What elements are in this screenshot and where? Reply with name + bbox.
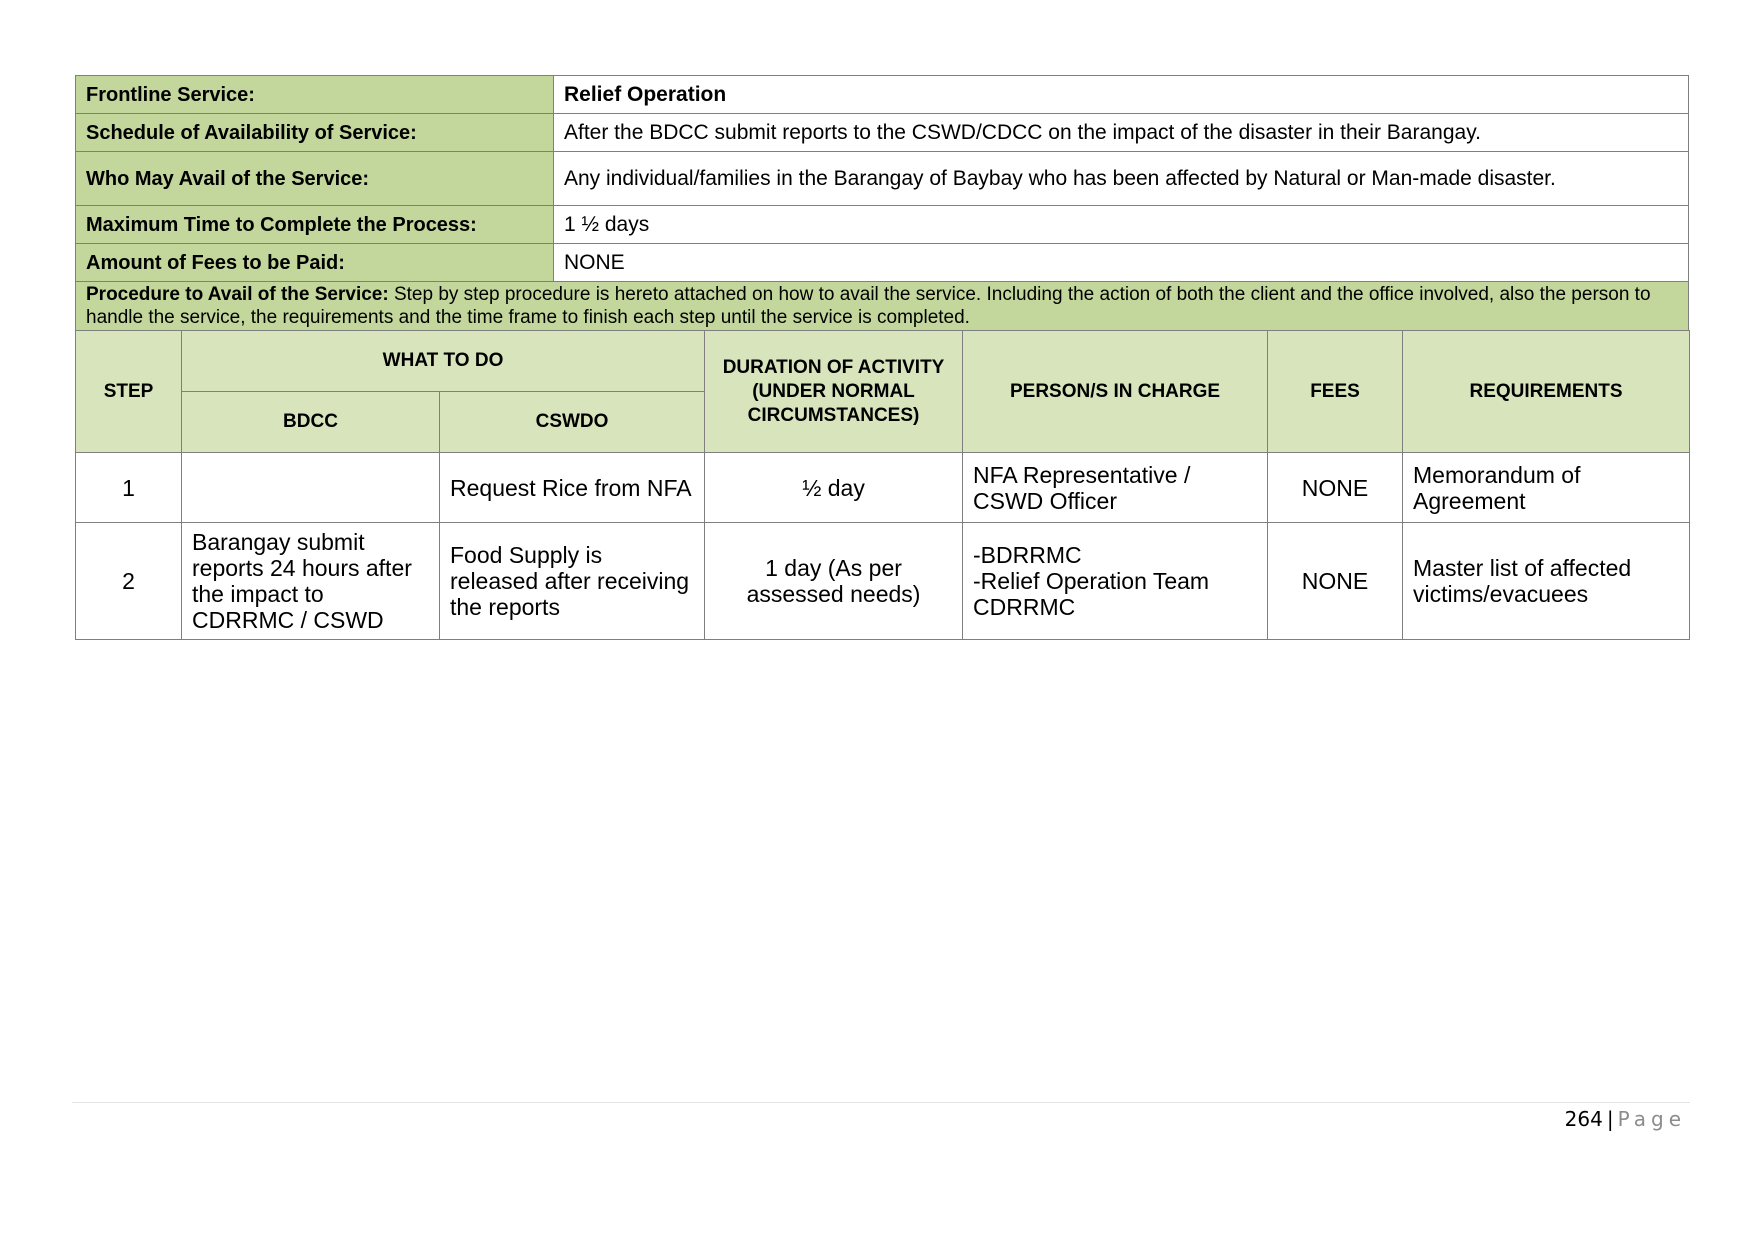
procedure-label: Procedure to Avail of the Service: — [86, 284, 389, 305]
person-line: -BDRRMC — [973, 542, 1082, 568]
cell-fees: NONE — [1268, 523, 1403, 640]
header-row-1 — [76, 331, 1690, 392]
max-time-value: 1 ½ days — [554, 206, 1689, 244]
header-bdcc: BDCC — [182, 392, 440, 453]
person-line: NFA Representative / CSWD Officer — [973, 461, 1191, 514]
cell-cswdo: Food Supply is released after receiving the reports — [440, 523, 705, 640]
header-requirements: REQUIREMENTS — [1403, 331, 1690, 453]
footer-divider — [72, 1102, 1690, 1103]
person-line: -Relief Operation Team — [973, 568, 1210, 594]
cell-cswdo: Request Rice from NFA — [440, 453, 705, 523]
cell-persons — [963, 453, 1268, 523]
info-row-max-time — [76, 206, 1689, 244]
fees-value: NONE — [554, 244, 1689, 282]
fees-label: Amount of Fees to be Paid: — [76, 244, 554, 282]
cell-bdcc: Barangay submit reports 24 hours after the impact to CDRRMC / CSWD — [182, 523, 440, 640]
cell-step: 1 — [76, 453, 182, 523]
person-line: CDRRMC — [973, 594, 1076, 620]
cell-step: 2 — [76, 523, 182, 640]
service-info-table — [75, 75, 1689, 331]
info-row-frontline — [76, 76, 1689, 114]
header-step: STEP — [76, 331, 182, 453]
cell-bdcc — [182, 453, 440, 523]
cell-persons — [963, 523, 1268, 640]
procedure-table — [75, 330, 1690, 640]
header-persons: PERSON/S IN CHARGE — [963, 331, 1268, 453]
cell-requirements: Master list of affected victims/evacuees — [1403, 523, 1690, 640]
header-what-to-do: WHAT TO DO — [182, 331, 705, 392]
table-row — [76, 523, 1690, 640]
page-number: 264 — [1564, 1107, 1603, 1131]
cell-duration: 1 day (As per assessed needs) — [705, 523, 963, 640]
table-row — [76, 453, 1690, 523]
procedure-cell — [76, 282, 1689, 331]
procedure-text: Step by step procedure is hereto attached on how to avail the service. Including the action of both the client and the office involved, also the person to handle the service, the requirements and the time frame to finish each step until the service is completed. — [86, 284, 1651, 328]
cell-duration: ½ day — [705, 453, 963, 523]
page-word: Page — [1617, 1107, 1686, 1131]
schedule-label: Schedule of Availability of Service: — [76, 114, 554, 152]
who-value: Any individual/families in the Barangay of Baybay who has been affected by Natural or Man-made disaster. — [554, 152, 1689, 206]
page-footer — [1565, 1105, 1686, 1133]
header-cswdo: CSWDO — [440, 392, 705, 453]
max-time-label: Maximum Time to Complete the Process: — [76, 206, 554, 244]
cell-requirements: Memorandum of Agreement — [1403, 453, 1690, 523]
header-fees: FEES — [1268, 331, 1403, 453]
frontline-label: Frontline Service: — [76, 76, 554, 114]
info-row-fees — [76, 244, 1689, 282]
document-body — [75, 75, 1689, 640]
info-row-schedule — [76, 114, 1689, 152]
info-row-procedure — [76, 282, 1689, 331]
cell-fees: NONE — [1268, 453, 1403, 523]
frontline-value: Relief Operation — [554, 76, 1689, 114]
schedule-value: After the BDCC submit reports to the CSWD/CDCC on the impact of the disaster in their Barangay. — [554, 114, 1689, 152]
header-duration: DURATION OF ACTIVITY (UNDER NORMAL CIRCUMSTANCES) — [705, 331, 963, 453]
info-row-who — [76, 152, 1689, 206]
page-separator: | — [1606, 1107, 1614, 1131]
who-label: Who May Avail of the Service: — [76, 152, 554, 206]
